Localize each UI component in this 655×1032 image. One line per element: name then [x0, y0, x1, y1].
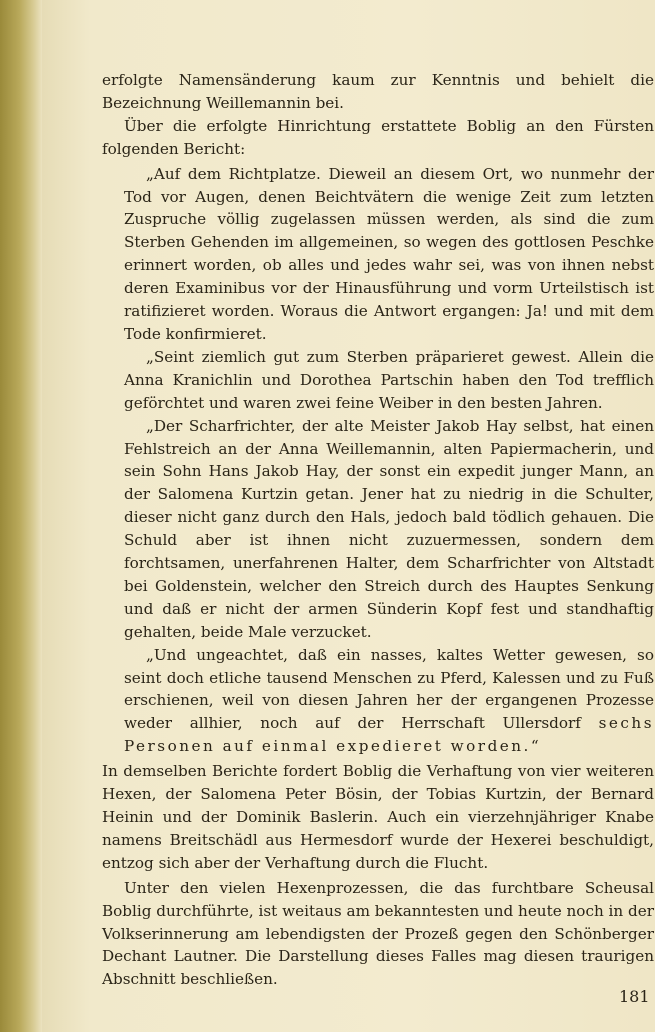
paragraph-lautner: Unter den vielen Hexenprozessen, die das furchtbare Scheusal Boblig durchführte, ist weitaus am bekanntesten und heute noch in der Volkserinnerung am lebendigsten der Prozeß gegen den Schönberger Dechant Lautner. Die Darstellung dieses Falles mag diesen traurigen Abschnitt beschließen. — [102, 878, 654, 989]
quote-paragraph-scharfrichter: „Der Scharfrichter, der alte Meister Jakob Hay selbst, hat einen Fehlstreich an der Anna Weillemannin, alten Papiermacherin, und sein Sohn Hans Jakob Hay, der sonst ein expedit junger Mann, an der Salomena Kurtzin getan. Jener hat zu niedrig in die Schulter, dieser nicht ganz durch den Hals, jedoch bald tödlich gehauen. Die Schuld aber ist ihnen nicht zuzuermessen, sondern dem forchtsamen, unerfahrenen Halter, dem Scharfrichter von Altstadt bei Goldenstein, welcher den Streich durch des Hauptes Senkung und daß er nicht der armen Sünderin Kopf fest und standhaftig gehalten, beide Male verzucket. — [124, 416, 654, 641]
quote-paragraph-wetter — [102, 644, 654, 759]
quote-paragraph-sterben: „Seint ziemlich gut zum Sterben präparieret gewest. Allein die Anna Kranichlin und Dorothea Partschin haben den Tod trefflich geförchtet und waren zwei feine Weiber in den besten Jahren. — [124, 347, 654, 412]
quote-wetter-text: „Und ungeachtet, daß ein nasses, kaltes Wetter gewesen, so seint doch etliche tausend Menschen zu Pferd, Kalessen und zu Fuß erschienen, weil von diesen Jahren her der ergangenen Prozesse weder allhier, noch auf der Herrschaft Ullersdorf — [124, 645, 654, 733]
book-spine-shadow — [0, 0, 42, 1032]
book-page — [42, 0, 655, 1032]
paragraph-verhaftung: In demselben Berichte fordert Boblig die Verhaftung von vier weiteren Hexen, der Salomena Peter Bösin, der Tobias Kurtzin, der Bernard Heinin und der Dominik Baslerin. Auch ein vierzehnjähriger Knabe namens Breitschädl aus Hermesdorf wurde der Hexerei beschuldigt, entzog sich aber der Verhaftung durch die Flucht. — [102, 762, 654, 872]
paragraph-continuation: erfolgte Namensänderung kaum zur Kenntnis und behielt die Bezeichnung Weillemannin bei. — [102, 71, 654, 112]
page-number: 181 — [619, 987, 650, 1006]
quote-wetter-spaced-text: sechs Personen auf einmal expedieret worden.“ — [124, 714, 655, 756]
body-text — [102, 69, 654, 991]
quote-paragraph-richtplatz: „Auf dem Richtplatze. Dieweil an diesem Ort, wo nunmehr der Tod vor Augen, denen Beichtvätern die wenige Zeit zum letzten Zuspruche völlig zugelassen müssen werden, als sind die zum Sterben Gehenden im allgemeinen, so wegen des gottlosen Peschke erinnert worden, ob alles und jedes wahr sei, was von ihnen nebst deren Examinibus vor der Hinausführung und vorm Urteilstisch ist ratifizieret worden. Woraus die Antwort ergangen: Ja! und mit dem Tode konfirmieret. — [124, 164, 654, 343]
paragraph-report-intro: Über die erfolgte Hinrichtung erstattete Boblig an den Fürsten folgenden Bericht: — [102, 116, 654, 158]
